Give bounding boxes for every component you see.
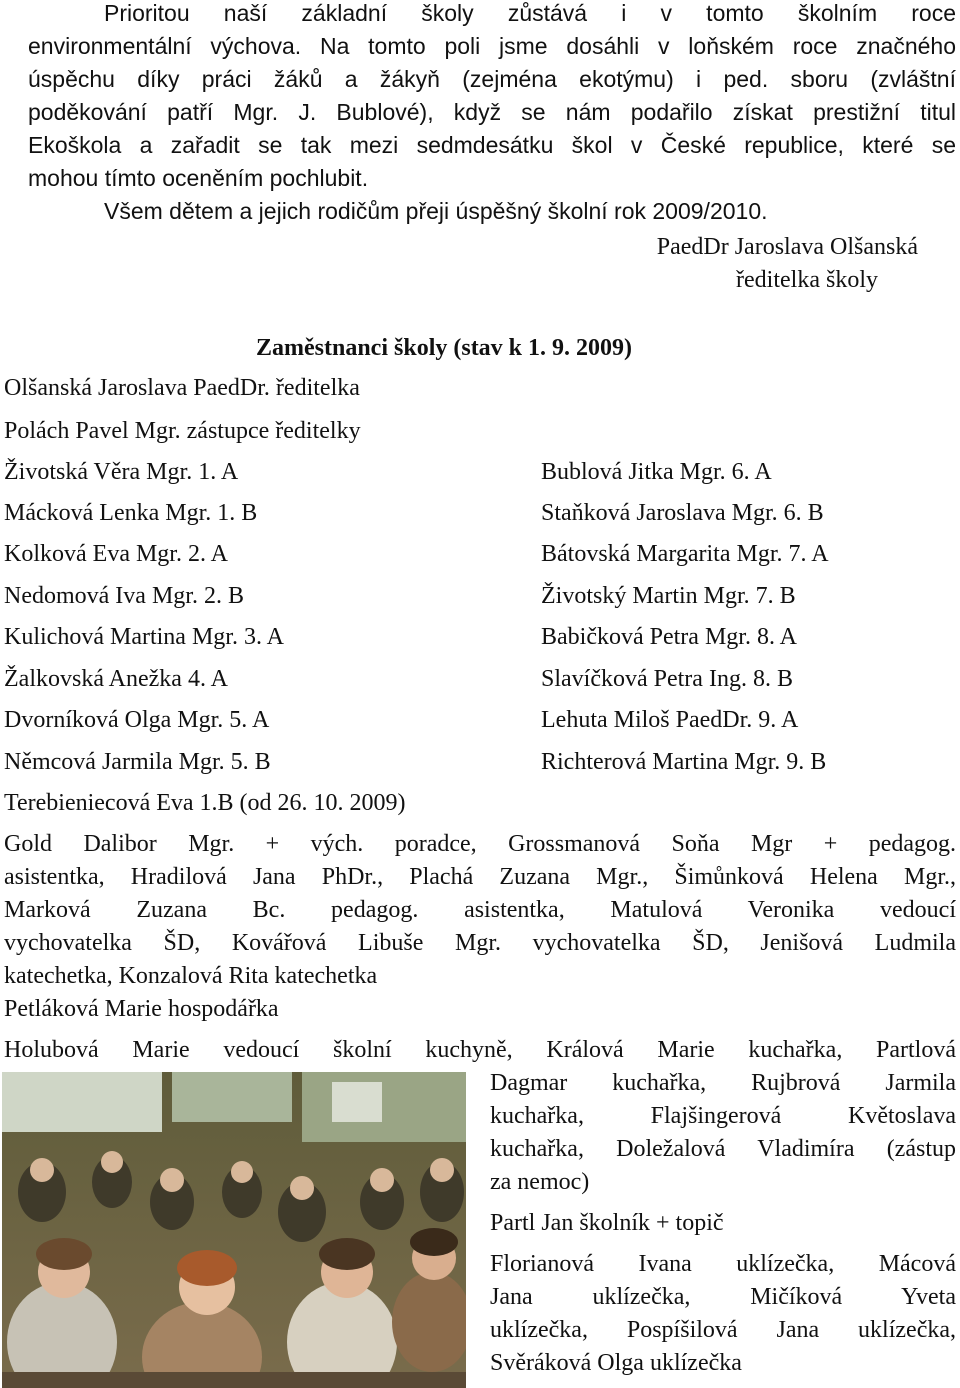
cleaning-line-4: Svěráková Olga uklízečka — [490, 1350, 742, 1376]
others-line-4: vychovatelka ŠD, Kovářová Libuše Mgr. vychovatelka ŠD, Jenišová Ludmila — [4, 930, 956, 956]
intro-line-3: úspěchu díky práci žáků a žákyň (zejména ekotýmu) i ped. sboru (zvláštní — [28, 66, 956, 92]
teacher-left-2: Mácková Lenka Mgr. 1. B — [4, 500, 258, 526]
intro-wish: Všem dětem a jejich rodičům přeji úspěšný školní rok 2009/2010. — [104, 198, 768, 224]
teacher-right-6: Slavíčková Petra Ing. 8. B — [541, 666, 793, 692]
intro-line-4: poděkování patří Mgr. J. Bublové), když se nám podařilo získat prestižní titul — [28, 99, 956, 125]
teacher-right-7: Lehuta Miloš PaedDr. 9. A — [541, 707, 799, 733]
teacher-left-3: Kolková Eva Mgr. 2. A — [4, 541, 228, 567]
cleaning-line-1: Florianová Ivana uklízečka, Mácová — [490, 1251, 956, 1277]
staff-leader-2: Polách Pavel Mgr. zástupce ředitelky — [4, 418, 361, 444]
staff-title: Zaměstnanci školy (stav k 1. 9. 2009) — [256, 335, 633, 361]
cleaning-line-2: Jana uklízečka, Mičíková Yveta — [490, 1284, 956, 1310]
signature-role: ředitelka školy — [736, 267, 878, 293]
others-line-5: katechetka, Konzalová Rita katechetka — [4, 963, 378, 989]
kitchen-line-1: Holubová Marie vedoucí školní kuchyně, Králová Marie kuchařka, Partlová — [4, 1037, 956, 1063]
teacher-right-2: Staňková Jaroslava Mgr. 6. B — [541, 500, 824, 526]
staff-leader-1: Olšanská Jaroslava PaedDr. ředitelka — [4, 375, 360, 401]
teacher-left-4: Nedomová Iva Mgr. 2. B — [4, 583, 244, 609]
janitor: Partl Jan školník + topič — [490, 1210, 724, 1236]
teacher-right-8: Richterová Martina Mgr. 9. B — [541, 749, 827, 775]
teacher-left-8: Němcová Jarmila Mgr. 5. B — [4, 749, 271, 775]
kitchen-line-2: Dagmar kuchařka, Rujbrová Jarmila — [490, 1070, 956, 1096]
teacher-right-4: Životský Martin Mgr. 7. B — [541, 583, 796, 609]
kitchen-line-4: kuchařka, Doležalová Vladimíra (zástup — [490, 1136, 956, 1162]
teacher-right-5: Babičková Petra Mgr. 8. A — [541, 624, 797, 650]
others-line-3: Marková Zuzana Bc. pedagog. asistentka, Matulová Veronika vedoucí — [4, 897, 956, 923]
others-line-2: asistentka, Hradilová Jana PhDr., Plachá Zuzana Mgr., Šimůnková Helena Mgr., — [4, 864, 956, 890]
teacher-left-6: Žalkovská Anežka 4. A — [4, 666, 228, 692]
teacher-right-3: Bátovská Margarita Mgr. 7. A — [541, 541, 829, 567]
teacher-left-5: Kulichová Martina Mgr. 3. A — [4, 624, 284, 650]
signature-name: PaedDr Jaroslava Olšanská — [656, 234, 918, 260]
staff-meeting-photo — [2, 1072, 466, 1388]
economist: Petláková Marie hospodářka — [4, 996, 279, 1022]
kitchen-line-5: za nemoc) — [490, 1169, 590, 1195]
teacher-right-1: Bublová Jitka Mgr. 6. A — [541, 459, 772, 485]
staff-meeting-photo-image — [2, 1072, 466, 1388]
others-line-1: Gold Dalibor Mgr. + vých. poradce, Grossmanová Soňa Mgr + pedagog. — [4, 831, 956, 857]
intro-line-2: environmentální výchova. Na tomto poli jsme dosáhli v loňském roce značného — [28, 33, 956, 59]
intro-line-6: mohou tímto oceněním pochlubit. — [28, 165, 369, 191]
teacher-left-1: Životská Věra Mgr. 1. A — [4, 459, 239, 485]
intro-line-1: Prioritou naší základní školy zůstává i v tomto školním roce — [104, 0, 956, 26]
teacher-left-7: Dvorníková Olga Mgr. 5. A — [4, 707, 270, 733]
teacher-extra: Terebieniecová Eva 1.B (od 26. 10. 2009) — [4, 790, 406, 816]
intro-line-5: Ekoškola a zařadit se tak mezi sedmdesátku škol v České republice, které se — [28, 132, 956, 158]
cleaning-line-3: uklízečka, Pospíšilová Jana uklízečka, — [490, 1317, 956, 1343]
kitchen-line-3: kuchařka, Flajšingerová Květoslava — [490, 1103, 956, 1129]
